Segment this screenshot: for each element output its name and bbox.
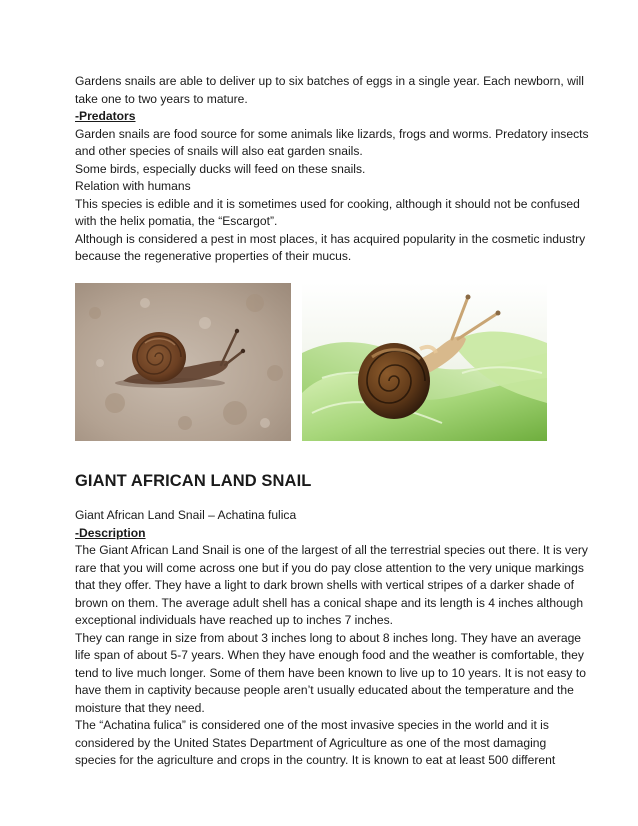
relation-heading: Relation with humans: [75, 179, 191, 193]
description-heading: -Description: [75, 525, 146, 540]
snail-on-concrete-photo: [75, 283, 291, 441]
giant-snail-text: [75, 507, 588, 770]
subtitle: Giant African Land Snail – Achatina fulica: [75, 508, 297, 522]
paragraph-line: exceptional individuals have reached up to inches 7 inches.: [75, 613, 394, 627]
section-title: GIANT AFRICAN LAND SNAIL: [75, 472, 312, 490]
paragraph-line: The Giant African Land Snail is one of the largest of all the terrestrial species out there. It is very: [75, 543, 588, 557]
paragraph-line: The “Achatina fulica” is considered one of the most invasive species in the world and it is: [75, 718, 549, 732]
paragraph-line: rare that you will come across one but if you do pay close attention to the very unique markings: [75, 560, 584, 575]
paragraph-line: moisture that they need.: [75, 700, 205, 715]
paragraph-line: take one to two years to mature.: [75, 91, 248, 106]
paragraph-line: tend to live much longer. Some of them have been known to live up to 10 years. It is not easy to: [75, 665, 586, 680]
paragraph-line: have them in captivity because people aren’t usually educated about the temperature and the: [75, 683, 574, 697]
paragraph-line: brown on them. The average adult shell has a conical shape and its length is 4 inches although: [75, 595, 584, 610]
paragraph-line: Garden snails are food source for some animals like lizards, frogs and worms. Predatory insects: [75, 126, 589, 141]
paragraph-line: and other species of snails will also eat garden snails.: [75, 144, 363, 158]
paragraph-line: Although is considered a pest in most places, it has acquired popularity in the cosmetic industry: [75, 231, 586, 246]
paragraph-line: considered by the United States Department of Agriculture as one of the most damaging: [75, 735, 547, 750]
paragraph-line: Gardens snails are able to deliver up to six batches of eggs in a single year. Each newborn, will: [75, 74, 584, 88]
paragraph-line: This species is edible and it is sometimes used for cooking, although it should not be confused: [75, 196, 580, 211]
paragraph-line: with the helix pomatia, the “Escargot”.: [75, 214, 278, 228]
snail-on-lettuce-photo: [302, 283, 547, 441]
paragraph-line: because the regenerative properties of their mucus.: [75, 249, 352, 263]
garden-snail-text: [75, 73, 589, 266]
paragraph-line: species for the agriculture and crops in the country. It is known to eat at least 500 different: [75, 753, 556, 767]
paragraph-line: life span of about 5-7 years. When they have enough food and the weather is comfortable, they: [75, 648, 584, 662]
paragraph-line: They can range in size from about 3 inches long to about 8 inches long. They have an average: [75, 630, 582, 645]
paragraph-line: Some birds, especially ducks will feed on these snails.: [75, 161, 366, 176]
paragraph-line: that they offer. They have a light to dark brown shells with vertical stripes of a darker shade of: [75, 578, 575, 592]
predators-heading: -Predators: [75, 109, 136, 123]
